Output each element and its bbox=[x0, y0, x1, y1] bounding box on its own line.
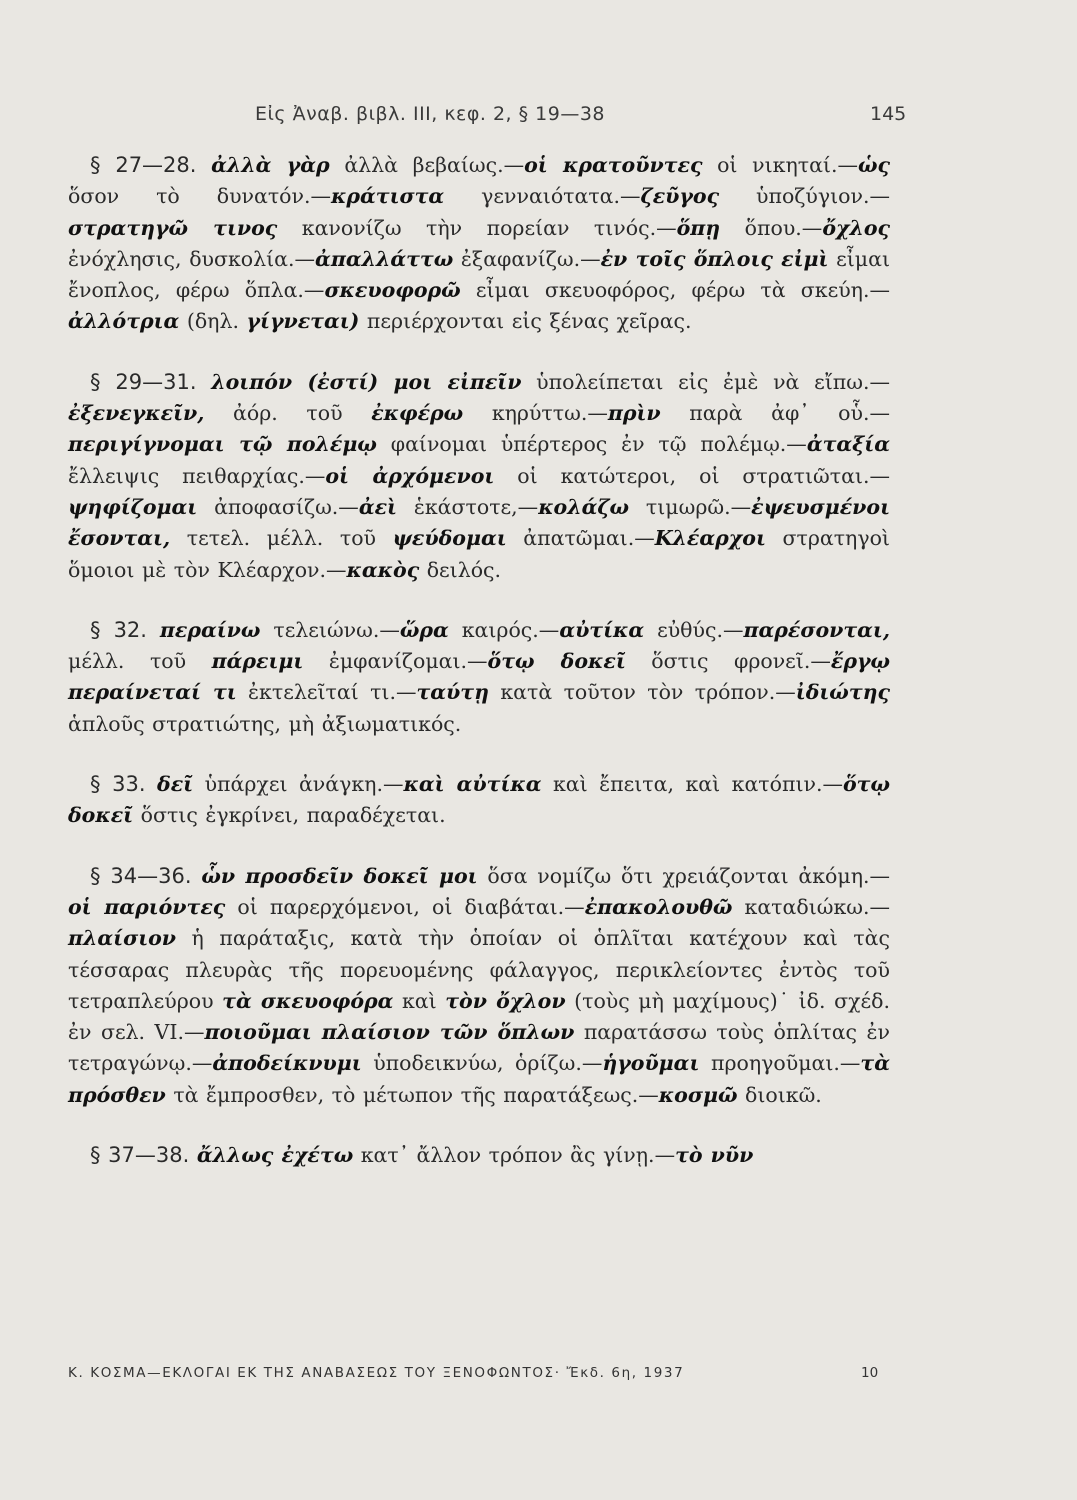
commentary-entry bbox=[68, 367, 890, 586]
lemma: αὐτίκα bbox=[559, 617, 645, 642]
gloss: διοικῶ. bbox=[737, 1082, 822, 1107]
gloss: κηρύττω.— bbox=[463, 401, 608, 426]
gloss: γενναιότατα.— bbox=[444, 184, 641, 209]
gloss: ὅστις ἐγκρίνει, παραδέχεται. bbox=[133, 803, 446, 828]
lemma: οἱ ἀρχόμενοι bbox=[325, 463, 495, 488]
gloss: εἶμαι σκευοφόρος, φέρω τὰ σκεύη.— bbox=[460, 278, 890, 303]
lemma: ψηφίζομαι bbox=[68, 494, 198, 519]
lemma: δεῖ bbox=[157, 772, 194, 797]
gloss: καταδιώκω.— bbox=[732, 894, 891, 919]
commentary-entry bbox=[68, 150, 890, 338]
gloss: κανονίζω τὴν πορείαν τινός.— bbox=[277, 215, 677, 240]
lemma: τὸν ὄχλον bbox=[445, 988, 566, 1013]
gloss: φαίνομαι ὑπέρτερος ἐν τῷ πολέμῳ.— bbox=[376, 432, 807, 457]
gloss: ὅστις φρονεῖ.— bbox=[625, 649, 831, 674]
lemma: ὡς bbox=[857, 153, 890, 177]
lemma: ὧν προσδεῖν δοκεῖ μοι bbox=[201, 863, 478, 888]
lemma: ὄχλος bbox=[822, 215, 890, 240]
lemma: ὅτῳ δοκεῖ bbox=[487, 649, 626, 674]
gloss: ὅσον τὸ δυνατόν.— bbox=[68, 184, 332, 209]
lemma: ἐξενεγκεῖν, bbox=[68, 401, 205, 426]
gloss: οἱ παρερχόμενοι, οἱ διαβάται.— bbox=[225, 894, 585, 919]
lemma: ἐψευσμένοι ἔσονται, bbox=[68, 494, 890, 551]
gloss: οἱ νικηταί.— bbox=[702, 153, 858, 177]
lemma: ἐπακολουθῶ bbox=[584, 894, 733, 919]
lemma: ἰδιώτης bbox=[795, 680, 891, 705]
lemma: ζεῦγος bbox=[640, 184, 720, 209]
lemma: κοσμῶ bbox=[658, 1082, 738, 1107]
lemma: κακὸς bbox=[346, 557, 420, 582]
lemma: ὅπῃ bbox=[676, 215, 721, 240]
section-reference: § 33. bbox=[90, 772, 146, 797]
lemma: ὥρα bbox=[399, 617, 449, 642]
gloss: εἶμαι ἔνοπλος, φέρω ὅπλα.— bbox=[68, 246, 891, 303]
gloss: ἁπλοῦς στρατιώτης, μὴ ἀξιωματικός. bbox=[68, 711, 462, 736]
lemma: οἱ παριόντες bbox=[68, 894, 226, 919]
section-reference: § 32. bbox=[90, 617, 147, 642]
gloss: ἀόρ. τοῦ bbox=[204, 401, 372, 426]
gloss: παρατάσσω τοὺς ὁπλίτας ἐν τετραγώνῳ.— bbox=[68, 1020, 890, 1076]
gloss: περιέρχονται εἰς ξένας χεῖρας. bbox=[359, 309, 692, 334]
section-reference: § 34—36. bbox=[90, 863, 192, 888]
lemma: ἀταξία bbox=[806, 432, 890, 457]
gloss: παρὰ ἀφ᾿ οὗ.— bbox=[660, 401, 890, 426]
lemma: ἀπαλλάττω bbox=[315, 246, 454, 271]
signature-mark: 10 bbox=[861, 1365, 879, 1381]
gloss: ἐνόχλησις, δυσκολία.— bbox=[68, 246, 316, 271]
commentary-entry bbox=[68, 615, 890, 740]
lemma: ἄλλως ἐχέτω bbox=[196, 1143, 354, 1168]
lemma: ἀποδείκνυμι bbox=[212, 1051, 362, 1076]
commentary-entry bbox=[68, 861, 890, 1111]
gloss: ὅπου.— bbox=[720, 215, 823, 240]
lemma: πάρειμι bbox=[211, 649, 304, 674]
lemma: ἐν τοῖς ὅπλοις εἰμὶ bbox=[600, 246, 829, 271]
commentary-entries bbox=[68, 150, 890, 1200]
commentary-entry bbox=[68, 1140, 890, 1171]
lemma: καὶ αὐτίκα bbox=[403, 772, 542, 797]
gloss: ἀλλὰ βεβαίως.— bbox=[329, 153, 525, 177]
lemma: ὅτῳ δοκεῖ bbox=[68, 772, 890, 828]
gloss: κατὰ τοῦτον τὸν τρόπον.— bbox=[488, 680, 796, 705]
lemma: κράτιστα bbox=[331, 184, 445, 209]
gloss: ἐμφανίζομαι.— bbox=[303, 649, 488, 674]
running-title: Εἰς Ἀναβ. βιβλ. III, κεφ. 2, § 19—38 bbox=[255, 103, 605, 125]
lemma: πρὶν bbox=[607, 401, 661, 426]
lemma: κολάζω bbox=[538, 494, 630, 519]
lemma: τὸ νῦν bbox=[675, 1143, 754, 1168]
gloss: (δηλ. bbox=[179, 309, 247, 334]
gloss: δειλός. bbox=[419, 557, 502, 582]
gloss: τελειώνω.— bbox=[260, 617, 400, 642]
gloss: στρατηγοὶ ὅμοιοι μὲ τὸν Κλέαρχον.— bbox=[68, 526, 890, 582]
lemma: περιγίγνομαι τῷ πολέμῳ bbox=[68, 432, 377, 457]
lemma: ἀλλὰ γὰρ bbox=[211, 153, 330, 177]
lemma: οἱ κρατοῦντες bbox=[524, 153, 703, 177]
gloss: ἀποφασίζω.— bbox=[197, 494, 359, 519]
gloss: κατ᾿ ἄλλον τρόπον ἂς γίνῃ.— bbox=[353, 1143, 676, 1168]
lemma: στρατηγῶ τινος bbox=[68, 215, 278, 240]
gloss: (τοὺς μὴ μαχίμους)˙ ἰδ. σχέδ. ἐν σελ. VI.— bbox=[68, 988, 890, 1045]
gloss: καὶ bbox=[393, 988, 446, 1013]
gloss: ἐκτελεῖταί τι.— bbox=[236, 680, 417, 705]
lemma: ψεύδομαι bbox=[392, 526, 507, 551]
lemma: γίγνεται) bbox=[246, 309, 360, 334]
section-reference: § 27—28. bbox=[90, 153, 197, 177]
gloss: τὰ ἔμπροσθεν, τὸ μέτωπον τῆς παρατάξεως.— bbox=[165, 1082, 659, 1107]
footer-text: Κ. ΚΟΣΜΑ—ΕΚΛΟΓΑΙ ΕΚ ΤΗΣ ΑΝΑΒΑΣΕΩΣ ΤΟΥ ΞΕΝΟΦΩΝΤΟΣ· Ἔκδ. 6η, 1937 bbox=[68, 1365, 685, 1381]
lemma: λοιπόν (ἐστί) μοι εἰπεῖν bbox=[211, 369, 522, 394]
lemma: ταύτῃ bbox=[416, 680, 489, 705]
gloss: ὑποδεικνύω, ὁρίζω.— bbox=[361, 1051, 603, 1076]
lemma: σκευοφορῶ bbox=[324, 278, 461, 303]
lemma: ποιοῦμαι πλαίσιον τῶν ὅπλων bbox=[204, 1020, 575, 1045]
section-reference: § 29—31. bbox=[90, 369, 197, 394]
gloss: ὑπάρχει ἀνάγκη.— bbox=[193, 772, 404, 797]
gloss: ἡ παράταξις, κατὰ τὴν ὁποίαν οἱ ὁπλῖται κατέχουν καὶ τὰς τέσσαρας πλευρὰς τῆς πορευομένης φάλαγγος, περικλείοντες ἐντὸς τοῦ τετραπλεύρου bbox=[68, 926, 890, 1013]
lemma: τὰ σκευοφόρα bbox=[222, 988, 394, 1013]
page-number: 145 bbox=[870, 103, 907, 125]
gloss: ὑποζύγιον.— bbox=[719, 184, 890, 209]
page-footer bbox=[68, 1365, 887, 1381]
gloss: μέλλ. τοῦ bbox=[68, 649, 212, 674]
lemma: παρέσονται, bbox=[743, 617, 890, 642]
gloss: οἱ κατώτεροι, οἱ στρατιῶται.— bbox=[494, 463, 890, 488]
lemma: ἔργῳ περαίνεταί τι bbox=[68, 649, 891, 705]
gloss: ἀπατῶμαι.— bbox=[506, 526, 655, 551]
commentary-entry bbox=[68, 769, 890, 832]
lemma: πλαίσιον bbox=[68, 926, 177, 951]
lemma: ἀεὶ bbox=[358, 494, 397, 519]
gloss: καὶ ἔπειτα, καὶ κατόπιν.— bbox=[541, 772, 843, 797]
section-reference: § 37—38. bbox=[90, 1143, 190, 1168]
gloss: τετελ. μέλλ. τοῦ bbox=[170, 526, 393, 551]
gloss: ἑκάστοτε,— bbox=[396, 494, 539, 519]
lemma: τὰ πρόσθεν bbox=[68, 1051, 890, 1107]
gloss: ὅσα νομίζω ὅτι χρειάζονται ἀκόμη.— bbox=[477, 863, 890, 888]
gloss: προηγοῦμαι.— bbox=[699, 1051, 861, 1076]
gloss: τιμωρῶ.— bbox=[629, 494, 752, 519]
gloss: ἔλλειψις πειθαρχίας.— bbox=[68, 463, 326, 488]
gloss: ἐξαφανίζω.— bbox=[453, 246, 601, 271]
lemma: περαίνω bbox=[159, 617, 261, 642]
gloss: εὐθύς.— bbox=[644, 617, 744, 642]
lemma: Κλέαρχοι bbox=[654, 526, 766, 551]
gloss: καιρός.— bbox=[448, 617, 560, 642]
gloss: ὑπολείπεται εἰς ἐμὲ νὰ εἴπω.— bbox=[521, 369, 890, 394]
lemma: ἐκφέρω bbox=[371, 401, 464, 426]
lemma: ἀλλότρια bbox=[68, 309, 180, 334]
lemma: ἡγοῦμαι bbox=[602, 1051, 700, 1076]
